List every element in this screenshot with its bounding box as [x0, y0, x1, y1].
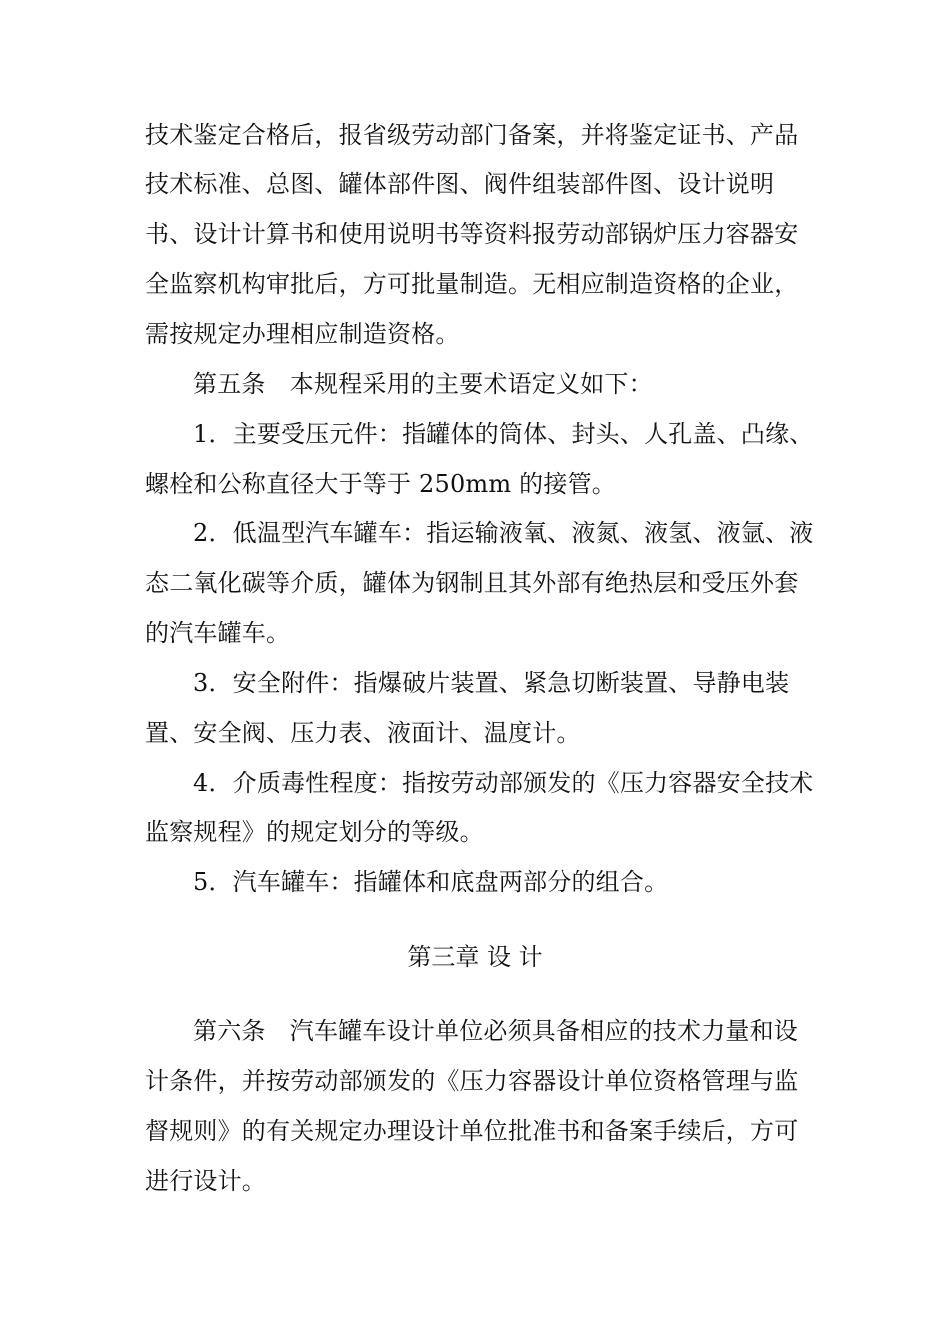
paragraph-line: 书、设计计算书和使用说明书等资料报劳动部锅炉压力容器安	[145, 220, 799, 248]
paragraph-line: 全监察机构审批后，方可批量制造。无相应制造资格的企业，	[145, 270, 799, 298]
paragraph-line: 进行设计。	[145, 1167, 266, 1195]
definition-item-4: 4．介质毒性程度：指按劳动部颁发的《压力容器安全技术	[193, 769, 814, 797]
paragraph-line: 需按规定办理相应制造资格。	[145, 320, 460, 348]
paragraph-line: 置、安全阀、压力表、液面计、温度计。	[145, 719, 581, 747]
chapter-heading: 第三章 设 计	[407, 943, 543, 971]
definition-item-3: 3．安全附件：指爆破片装置、紧急切断装置、导静电装	[193, 669, 790, 697]
article-6-heading: 第六条 汽车罐车设计单位必须具备相应的技术力量和设	[193, 1017, 798, 1045]
paragraph-line: 态二氧化碳等介质，罐体为钢制且其外部有绝热层和受压外套	[145, 569, 799, 597]
definition-item-2: 2．低温型汽车罐车：指运输液氧、液氮、液氢、液氩、液	[193, 519, 814, 547]
paragraph-line: 督规则》的有关规定办理设计单位批准书和备案手续后，方可	[145, 1117, 799, 1145]
paragraph-line: 技术鉴定合格后，报省级劳动部门备案，并将鉴定证书、产品	[145, 121, 799, 149]
definition-item-5: 5．汽车罐车：指罐体和底盘两部分的组合。	[193, 868, 669, 896]
paragraph-line: 计条件，并按劳动部颁发的《压力容器设计单位资格管理与监	[145, 1067, 799, 1095]
paragraph-line: 监察规程》的规定划分的等级。	[145, 818, 484, 846]
paragraph-line: 螺栓和公称直径大于等于 250mm 的接管。	[145, 470, 616, 498]
definition-item-1: 1．主要受压元件：指罐体的筒体、封头、人孔盖、凸缘、	[193, 420, 814, 448]
article-5-heading: 第五条 本规程采用的主要术语定义如下：	[193, 370, 653, 398]
paragraph-line: 技术标准、总图、罐体部件图、阀件组装部件图、设计说明	[145, 170, 775, 198]
paragraph-line: 的汽车罐车。	[145, 619, 291, 647]
